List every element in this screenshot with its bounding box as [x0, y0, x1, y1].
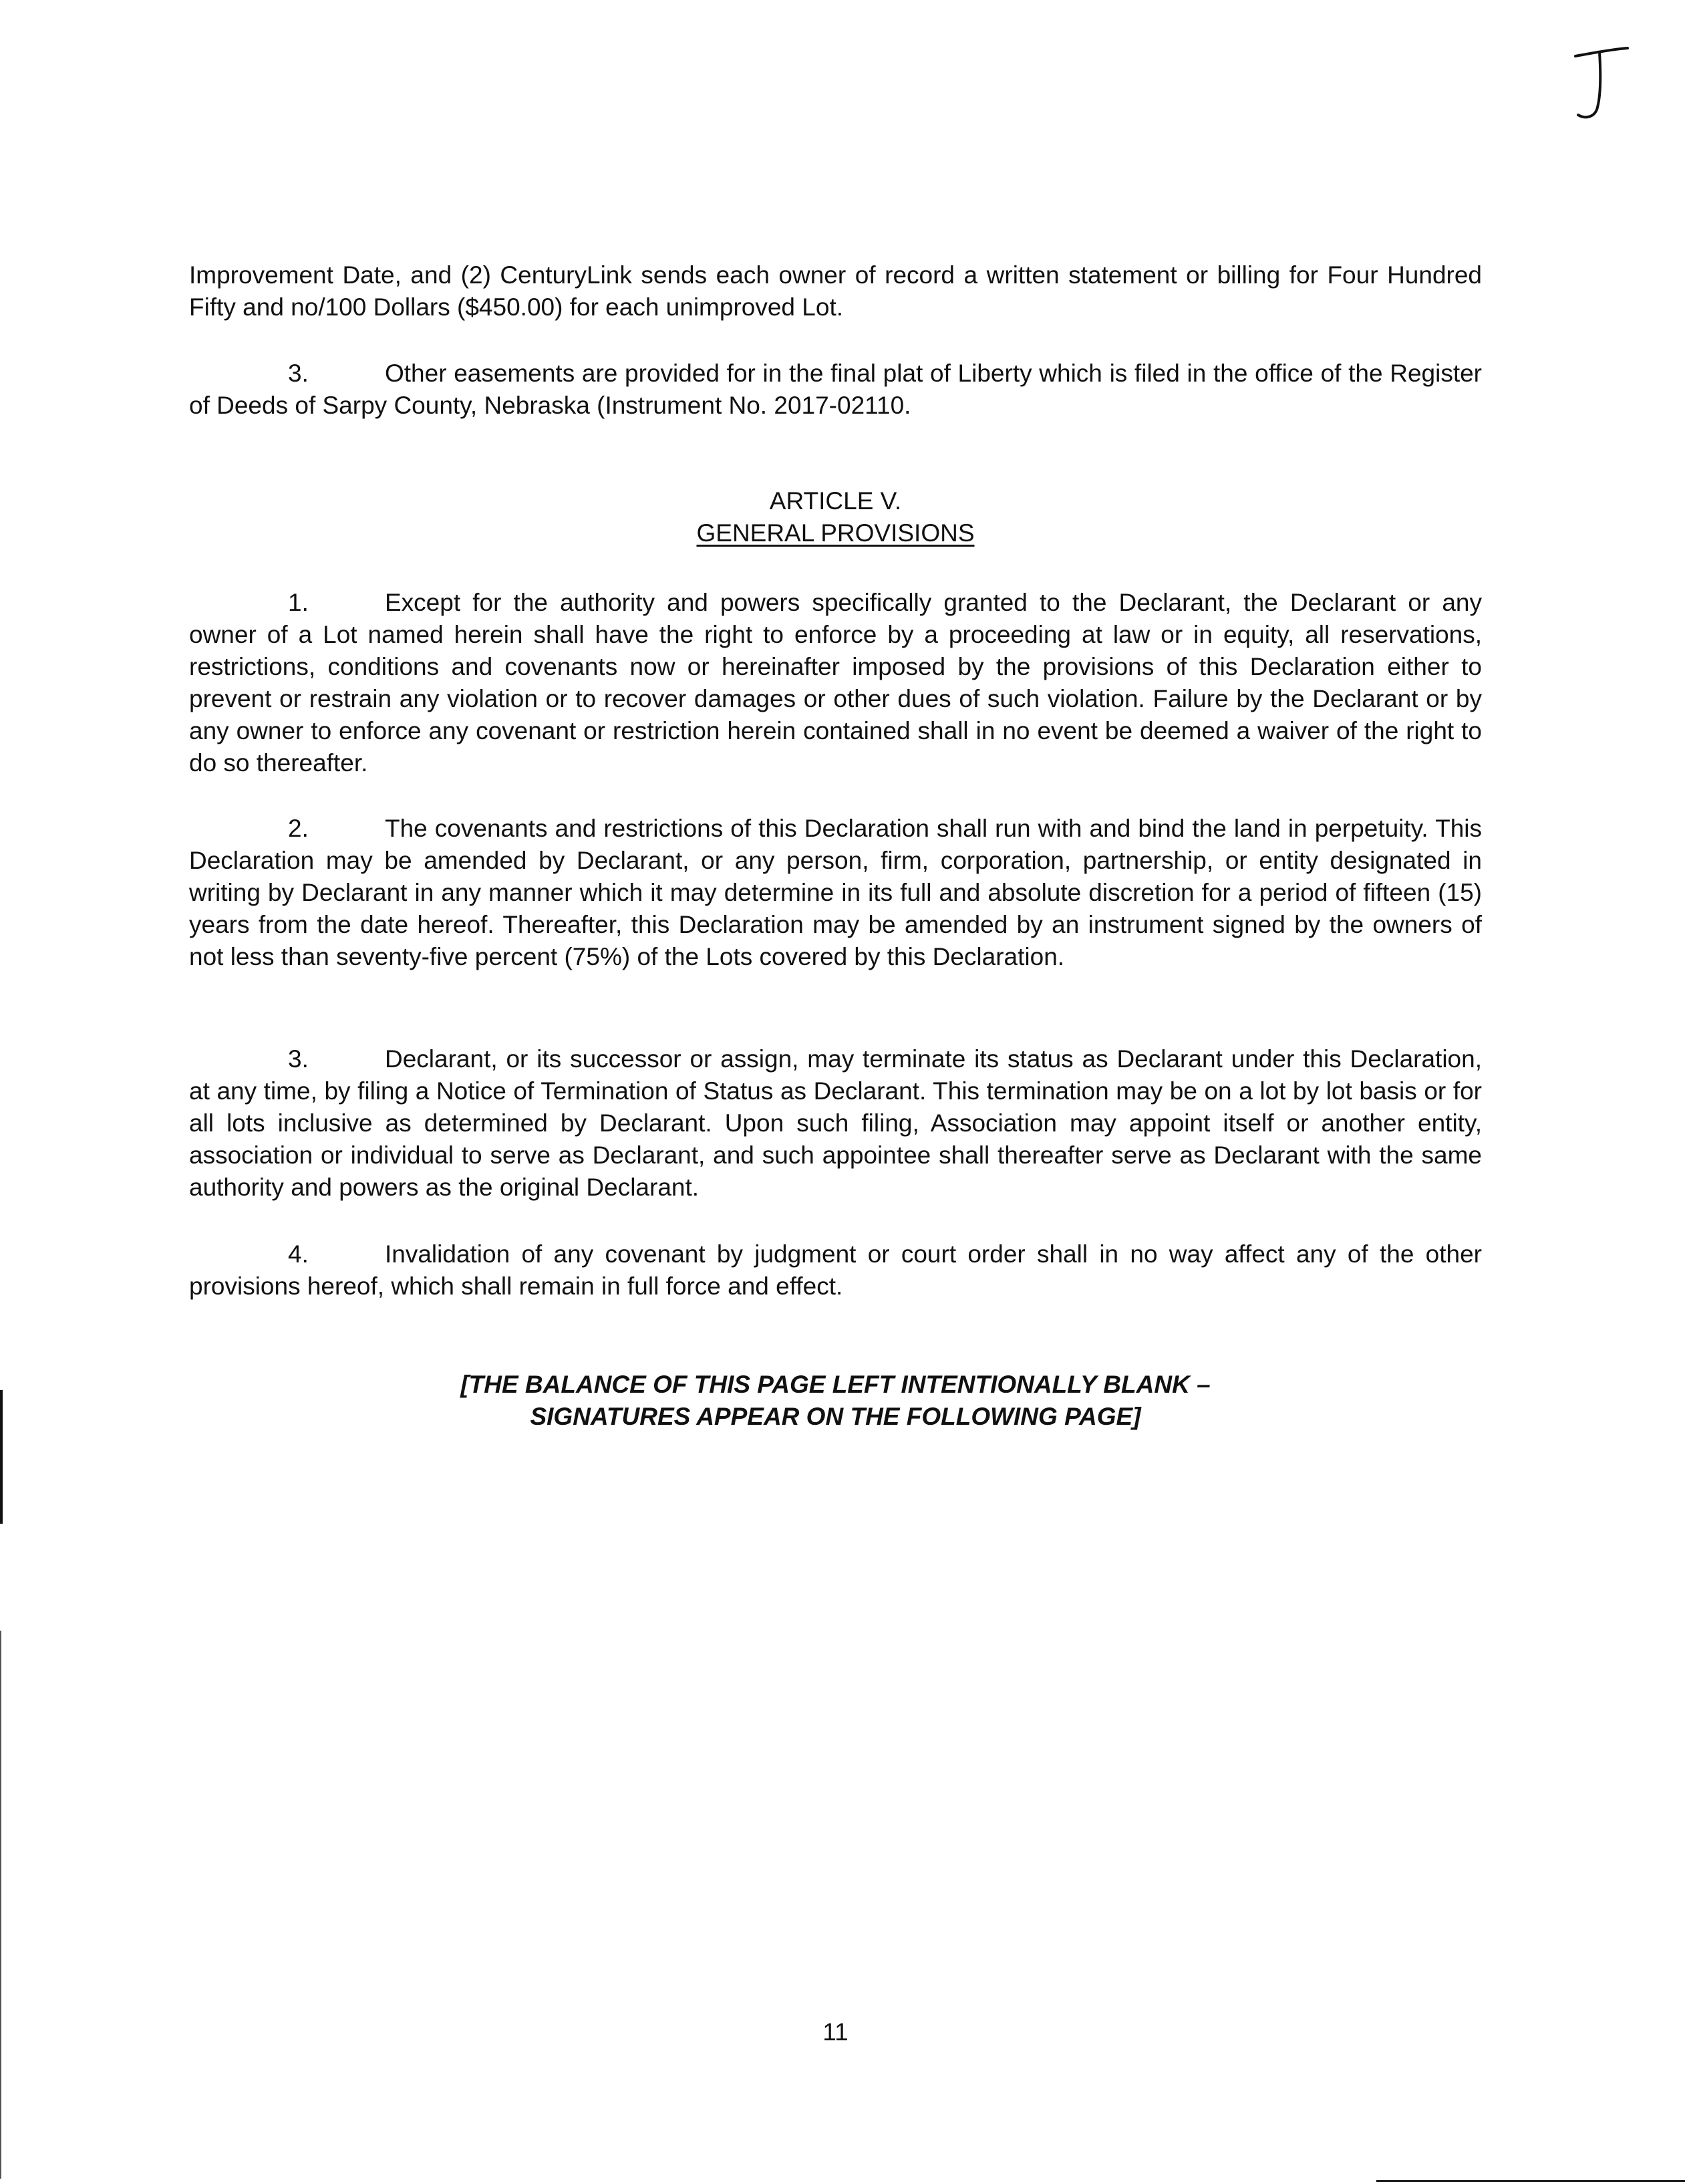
handwritten-initial-mark [1557, 40, 1637, 127]
provision-3 [189, 1043, 1482, 1204]
scan-bottom-rule [1376, 2180, 1685, 2182]
provision-2 [189, 813, 1482, 973]
scan-edge-mark [0, 1631, 1, 2179]
easement-item-number: 3. [288, 360, 309, 387]
intentionally-blank-notice [189, 1369, 1482, 1433]
provision-4 [189, 1238, 1482, 1303]
provision-number: 1. [288, 589, 309, 616]
easement-item-text: Other easements are provided for in the final plat of Liberty which is filed in the office of the Register of Deeds of Sarpy County, Nebraska (Instrument No. 2017-02110. [189, 360, 1482, 419]
provision-number: 3. [288, 1045, 309, 1073]
notice-line-1: [THE BALANCE OF THIS PAGE LEFT INTENTIONALLY BLANK – [460, 1371, 1211, 1398]
provision-text: Declarant, or its successor or assign, may terminate its status as Declarant under this Declaration, at any time, by filing a Notice of Termination of Status as Declarant. This termination may be on a lot by lot basis or for all lots inclusive as determined by Declarant. Upon such filing, Association may appoint itself or another entity, association or individual to serve as Declarant, and such appointee shall thereafter serve as Declarant with the same authority and powers as the original Declarant. [189, 1045, 1482, 1201]
provision-text: Invalidation of any covenant by judgment or court order shall in no way affect any of the other provisions hereof, which shall remain in full force and effect. [189, 1240, 1482, 1300]
article-number: ARTICLE V. [769, 487, 902, 515]
provision-1 [189, 587, 1482, 779]
provision-text: The covenants and restrictions of this Declaration shall run with and bind the land in perpetuity. This Declaration may be amended by Declarant, or any person, firm, corporation, partnership, or entity designated in writing by Declarant in any manner which it may determine in its full and absolute discretion for a period of fifteen (15) years from the date hereof. Thereafter, this Declaration may be amended by an instrument signed by the owners of not less than seventy-five percent (75%) of the Lots covered by this Declaration. [189, 815, 1482, 970]
article-title: GENERAL PROVISIONS [696, 519, 975, 547]
article-heading [189, 485, 1482, 549]
easement-item-3 [189, 358, 1482, 422]
scan-edge-mark [0, 1390, 3, 1524]
continuation-paragraph: Improvement Date, and (2) CenturyLink sends each owner of record a written statement or billing for Four Hundred Fifty and no/100 Dollars ($450.00) for each unimproved Lot. [189, 261, 1482, 321]
provision-number: 4. [288, 1240, 309, 1268]
provision-number: 2. [288, 815, 309, 842]
page-number: 11 [822, 2018, 849, 2046]
provision-text: Except for the authority and powers specifically granted to the Declarant, the Declarant or any owner of a Lot named herein shall have the right to enforce by a proceeding at law or in equity, all reservations, restrictions, conditions and covenants now or hereinafter imposed by the provisions of this Declaration either to prevent or restrain any violation or to recover damages or other dues of such violation. Failure by the Declarant or by any owner to enforce any covenant or restriction herein contained shall in no event be deemed a waiver of the right to do so thereafter. [189, 589, 1482, 777]
notice-line-2: SIGNATURES APPEAR ON THE FOLLOWING PAGE] [530, 1403, 1141, 1430]
